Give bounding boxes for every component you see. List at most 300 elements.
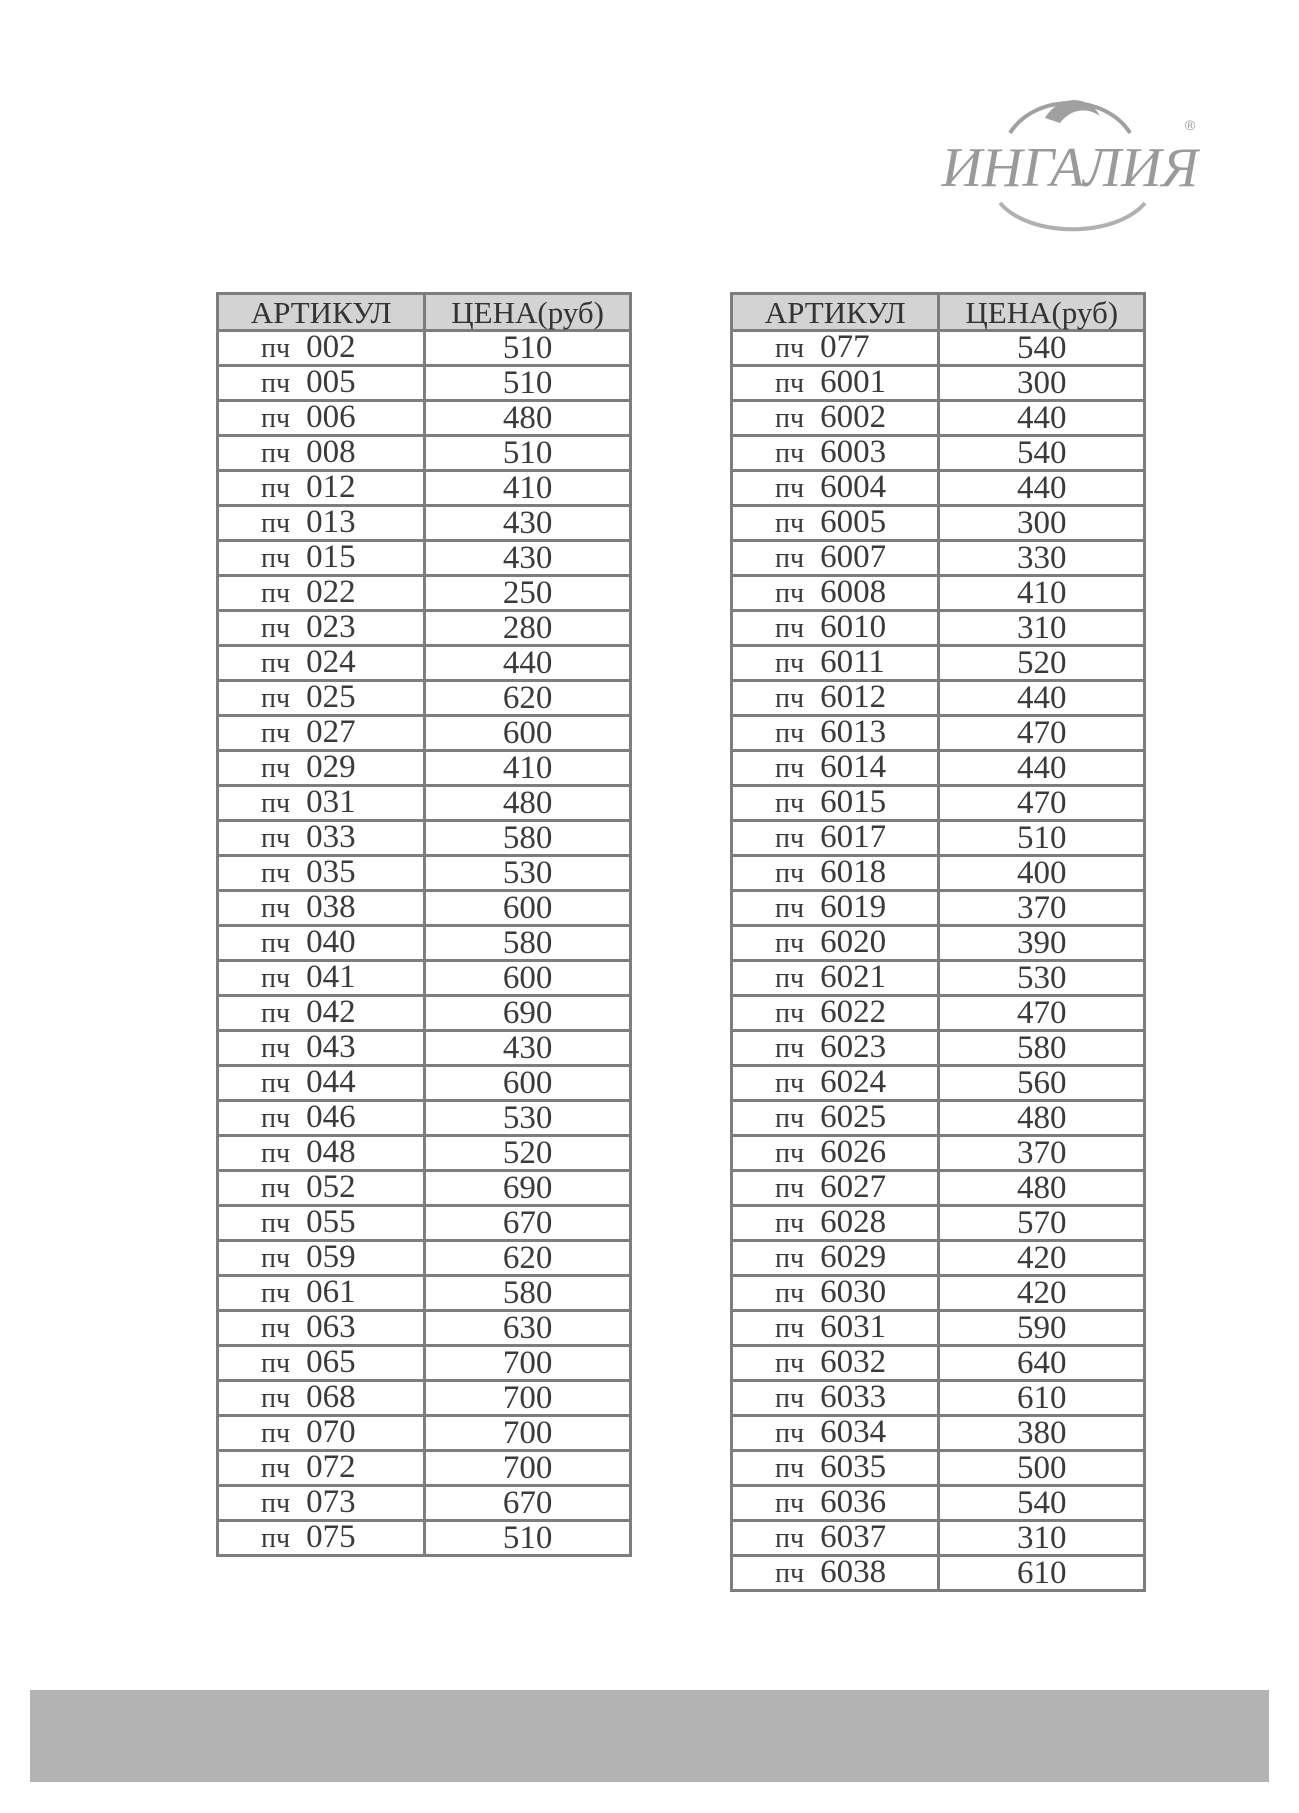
article-code: 061 [306, 1274, 356, 1310]
article-code: 6021 [820, 959, 887, 995]
price-cell: 440 [939, 681, 1145, 716]
article-code: 6028 [820, 1204, 887, 1240]
article-cell [218, 1136, 425, 1171]
article-cell [732, 1556, 939, 1591]
table-row [218, 1486, 631, 1521]
table-row [218, 471, 631, 506]
table-header-row [218, 294, 631, 331]
article-code: 038 [306, 889, 356, 925]
article-cell [732, 471, 939, 506]
article-prefix: пч [261, 753, 291, 784]
table-row [732, 1486, 1145, 1521]
article-code: 6004 [820, 469, 887, 505]
table-row [732, 471, 1145, 506]
table-row [218, 1311, 631, 1346]
article-code: 6027 [820, 1169, 887, 1205]
article-prefix: пч [261, 403, 291, 434]
article-code: 6038 [820, 1554, 887, 1590]
table-row [732, 786, 1145, 821]
table-row [732, 436, 1145, 471]
article-cell [732, 1451, 939, 1486]
table-row [732, 1241, 1145, 1276]
article-prefix: пч [261, 963, 291, 994]
price-cell: 600 [425, 1066, 631, 1101]
price-cell: 330 [939, 541, 1145, 576]
table-row [732, 961, 1145, 996]
table-row [218, 1066, 631, 1101]
article-prefix: пч [775, 333, 805, 364]
price-cell: 700 [425, 1381, 631, 1416]
article-code: 6001 [820, 364, 887, 400]
article-code: 6035 [820, 1449, 887, 1485]
article-prefix: пч [261, 1068, 291, 1099]
article-cell [732, 1136, 939, 1171]
header-article: АРТИКУЛ [218, 294, 425, 331]
article-code: 046 [306, 1099, 356, 1135]
article-cell [732, 1416, 939, 1451]
price-cell: 620 [425, 1241, 631, 1276]
article-code: 6037 [820, 1519, 887, 1555]
article-prefix: пч [775, 473, 805, 504]
article-code: 6015 [820, 784, 887, 820]
article-prefix: пч [261, 718, 291, 749]
table-row [218, 401, 631, 436]
article-code: 042 [306, 994, 356, 1030]
article-prefix: пч [775, 893, 805, 924]
price-cell: 600 [425, 716, 631, 751]
article-cell [218, 926, 425, 961]
article-cell [732, 646, 939, 681]
table-row [218, 1346, 631, 1381]
price-cell: 480 [939, 1101, 1145, 1136]
table-row [732, 996, 1145, 1031]
brand-logo-graphic [940, 88, 1200, 238]
article-cell [218, 1346, 425, 1381]
article-code: 6018 [820, 854, 887, 890]
article-cell [218, 366, 425, 401]
article-prefix: пч [261, 1453, 291, 1484]
table-row [218, 366, 631, 401]
article-cell [218, 1276, 425, 1311]
price-cell: 540 [939, 331, 1145, 366]
brand-logo-text: ИНГАЛИЯ [941, 137, 1199, 199]
article-code: 022 [306, 574, 356, 610]
price-cell: 600 [425, 891, 631, 926]
table-row [218, 1031, 631, 1066]
article-prefix: пч [261, 613, 291, 644]
article-code: 075 [306, 1519, 356, 1555]
table-row [732, 331, 1145, 366]
price-cell: 520 [425, 1136, 631, 1171]
article-cell [732, 856, 939, 891]
article-code: 023 [306, 609, 356, 645]
article-prefix: пч [261, 1278, 291, 1309]
article-cell [218, 996, 425, 1031]
article-code: 055 [306, 1204, 356, 1240]
article-prefix: пч [775, 1523, 805, 1554]
article-code: 048 [306, 1134, 356, 1170]
table-row [732, 1556, 1145, 1591]
article-code: 025 [306, 679, 356, 715]
article-cell [218, 856, 425, 891]
price-cell: 430 [425, 1031, 631, 1066]
price-cell: 540 [939, 1486, 1145, 1521]
article-cell [218, 751, 425, 786]
table-row [732, 1451, 1145, 1486]
article-code: 6007 [820, 539, 887, 575]
article-cell [218, 821, 425, 856]
price-cell: 430 [425, 541, 631, 576]
article-prefix: пч [261, 1488, 291, 1519]
header-article: АРТИКУЛ [732, 294, 939, 331]
article-prefix: пч [775, 1208, 805, 1239]
article-cell [732, 681, 939, 716]
price-cell: 470 [939, 996, 1145, 1031]
article-cell [218, 1311, 425, 1346]
article-prefix: пч [261, 1313, 291, 1344]
table-row [218, 1241, 631, 1276]
price-cell: 700 [425, 1451, 631, 1486]
table-row [732, 681, 1145, 716]
price-cell: 440 [939, 401, 1145, 436]
article-cell [732, 611, 939, 646]
article-prefix: пч [775, 1453, 805, 1484]
table-body [218, 331, 631, 1556]
article-prefix: пч [261, 858, 291, 889]
article-code: 6003 [820, 434, 887, 470]
article-cell [732, 786, 939, 821]
article-code: 6005 [820, 504, 887, 540]
article-cell [732, 751, 939, 786]
article-prefix: пч [775, 1173, 805, 1204]
table-row [732, 611, 1145, 646]
price-cell: 580 [425, 1276, 631, 1311]
article-code: 043 [306, 1029, 356, 1065]
article-cell [218, 1066, 425, 1101]
article-code: 013 [306, 504, 356, 540]
price-cell: 590 [939, 1311, 1145, 1346]
brand-logo [940, 88, 1200, 238]
article-cell [218, 541, 425, 576]
price-cell: 560 [939, 1066, 1145, 1101]
price-cell: 500 [939, 1451, 1145, 1486]
article-prefix: пч [775, 788, 805, 819]
article-cell [218, 471, 425, 506]
article-cell [218, 1451, 425, 1486]
price-cell: 440 [939, 471, 1145, 506]
header-price: ЦЕНА(руб) [425, 294, 631, 331]
footer-bar [30, 1690, 1269, 1782]
article-code: 065 [306, 1344, 356, 1380]
table-row [218, 541, 631, 576]
price-cell: 640 [939, 1346, 1145, 1381]
article-prefix: пч [261, 1418, 291, 1449]
article-cell [218, 646, 425, 681]
article-code: 035 [306, 854, 356, 890]
article-prefix: пч [261, 438, 291, 469]
article-code: 015 [306, 539, 356, 575]
article-prefix: пч [261, 683, 291, 714]
table-row [732, 1311, 1145, 1346]
table-row [218, 1136, 631, 1171]
article-prefix: пч [775, 1383, 805, 1414]
article-prefix: пч [775, 1033, 805, 1064]
table-row [732, 1031, 1145, 1066]
article-code: 005 [306, 364, 356, 400]
article-prefix: пч [775, 368, 805, 399]
article-code: 6031 [820, 1309, 887, 1345]
table-row [218, 1101, 631, 1136]
article-code: 073 [306, 1484, 356, 1520]
table-row [218, 611, 631, 646]
article-code: 6008 [820, 574, 887, 610]
table-row [218, 1521, 631, 1556]
article-cell [732, 821, 939, 856]
price-cell: 510 [425, 436, 631, 471]
article-cell [732, 1066, 939, 1101]
article-cell [218, 1206, 425, 1241]
article-prefix: пч [261, 823, 291, 854]
article-prefix: пч [261, 368, 291, 399]
article-cell [732, 1346, 939, 1381]
article-code: 6010 [820, 609, 887, 645]
table-row [732, 1521, 1145, 1556]
article-code: 6024 [820, 1064, 887, 1100]
article-code: 6012 [820, 679, 887, 715]
table-row [218, 891, 631, 926]
article-prefix: пч [261, 333, 291, 364]
article-cell [732, 1311, 939, 1346]
article-cell [218, 1521, 425, 1556]
price-cell: 440 [425, 646, 631, 681]
article-prefix: пч [261, 1173, 291, 1204]
article-cell [732, 961, 939, 996]
price-cell: 620 [425, 681, 631, 716]
table-row [732, 646, 1145, 681]
price-cell: 580 [425, 821, 631, 856]
article-code: 068 [306, 1379, 356, 1415]
price-table-left [216, 292, 632, 1557]
article-prefix: пч [261, 928, 291, 959]
table-body [732, 331, 1145, 1591]
article-cell [732, 1101, 939, 1136]
article-code: 6032 [820, 1344, 887, 1380]
article-prefix: пч [775, 928, 805, 959]
article-prefix: пч [775, 438, 805, 469]
table-row [218, 1381, 631, 1416]
article-prefix: пч [775, 1558, 805, 1589]
article-prefix: пч [775, 543, 805, 574]
table-row [218, 646, 631, 681]
table-row [218, 506, 631, 541]
table-row [732, 1206, 1145, 1241]
price-cell: 420 [939, 1276, 1145, 1311]
article-code: 6029 [820, 1239, 887, 1275]
table-row [732, 716, 1145, 751]
article-prefix: пч [261, 788, 291, 819]
price-cell: 510 [939, 821, 1145, 856]
article-prefix: пч [775, 858, 805, 889]
table-row [218, 821, 631, 856]
article-cell [732, 926, 939, 961]
article-cell [218, 961, 425, 996]
table-row [218, 1276, 631, 1311]
price-cell: 510 [425, 331, 631, 366]
price-cell: 400 [939, 856, 1145, 891]
article-prefix: пч [775, 508, 805, 539]
table-row [218, 1451, 631, 1486]
price-cell: 410 [425, 751, 631, 786]
price-cell: 700 [425, 1416, 631, 1451]
price-cell: 610 [939, 1381, 1145, 1416]
article-prefix: пч [261, 473, 291, 504]
article-code: 033 [306, 819, 356, 855]
article-code: 008 [306, 434, 356, 470]
article-cell [218, 716, 425, 751]
price-cell: 530 [425, 856, 631, 891]
price-cell: 580 [425, 926, 631, 961]
article-cell [218, 681, 425, 716]
article-cell [732, 541, 939, 576]
table-row [732, 506, 1145, 541]
article-prefix: пч [261, 1103, 291, 1134]
table-row [732, 856, 1145, 891]
article-prefix: пч [261, 1138, 291, 1169]
table-row [218, 576, 631, 611]
article-prefix: пч [775, 823, 805, 854]
article-cell [732, 891, 939, 926]
article-cell [732, 366, 939, 401]
article-prefix: пч [775, 613, 805, 644]
table-row [732, 1381, 1145, 1416]
article-code: 012 [306, 469, 356, 505]
price-cell: 670 [425, 1486, 631, 1521]
price-cell: 310 [939, 611, 1145, 646]
article-code: 6033 [820, 1379, 887, 1415]
table-row [218, 786, 631, 821]
article-code: 072 [306, 1449, 356, 1485]
price-cell: 480 [425, 401, 631, 436]
article-cell [218, 611, 425, 646]
price-cell: 690 [425, 1171, 631, 1206]
article-cell [218, 1101, 425, 1136]
article-code: 6019 [820, 889, 887, 925]
article-code: 059 [306, 1239, 356, 1275]
table-row [218, 996, 631, 1031]
article-cell [732, 436, 939, 471]
table-row [218, 331, 631, 366]
article-code: 031 [306, 784, 356, 820]
price-cell: 390 [939, 926, 1145, 961]
price-cell: 580 [939, 1031, 1145, 1066]
price-cell: 530 [425, 1101, 631, 1136]
price-cell: 380 [939, 1416, 1145, 1451]
article-cell [218, 1171, 425, 1206]
article-cell [218, 786, 425, 821]
table-row [732, 576, 1145, 611]
article-cell [218, 436, 425, 471]
article-cell [218, 401, 425, 436]
article-code: 027 [306, 714, 356, 750]
article-prefix: пч [261, 648, 291, 679]
article-cell [218, 1416, 425, 1451]
price-cell: 420 [939, 1241, 1145, 1276]
article-prefix: пч [261, 543, 291, 574]
article-prefix: пч [261, 1383, 291, 1414]
price-cell: 300 [939, 506, 1145, 541]
article-cell [732, 1276, 939, 1311]
article-prefix: пч [775, 683, 805, 714]
table-row [732, 1416, 1145, 1451]
table-row [218, 1206, 631, 1241]
table-row [218, 961, 631, 996]
table-row [218, 681, 631, 716]
price-cell: 480 [425, 786, 631, 821]
article-cell [732, 716, 939, 751]
article-cell [218, 1381, 425, 1416]
article-code: 6030 [820, 1274, 887, 1310]
article-cell [732, 1241, 939, 1276]
article-code: 044 [306, 1064, 356, 1100]
price-cell: 310 [939, 1521, 1145, 1556]
price-cell: 530 [939, 961, 1145, 996]
price-cell: 510 [425, 1521, 631, 1556]
article-cell [732, 996, 939, 1031]
article-prefix: пч [775, 1068, 805, 1099]
article-cell [218, 891, 425, 926]
article-prefix: пч [775, 1103, 805, 1134]
article-code: 6013 [820, 714, 887, 750]
article-cell [732, 1206, 939, 1241]
price-cell: 670 [425, 1206, 631, 1241]
article-code: 006 [306, 399, 356, 435]
price-cell: 480 [939, 1171, 1145, 1206]
article-prefix: пч [775, 1243, 805, 1274]
article-cell [732, 1031, 939, 1066]
article-prefix: пч [775, 1488, 805, 1519]
article-prefix: пч [261, 1243, 291, 1274]
table-row [732, 1101, 1145, 1136]
price-cell: 280 [425, 611, 631, 646]
article-cell [732, 1171, 939, 1206]
price-cell: 300 [939, 366, 1145, 401]
price-cell: 370 [939, 1136, 1145, 1171]
table-row [732, 1171, 1145, 1206]
price-cell: 440 [939, 751, 1145, 786]
article-prefix: пч [775, 1418, 805, 1449]
table-row [732, 891, 1145, 926]
article-cell [218, 1031, 425, 1066]
price-table-right [730, 292, 1146, 1592]
article-cell [218, 506, 425, 541]
header-price: ЦЕНА(руб) [939, 294, 1145, 331]
table-row [218, 436, 631, 471]
price-cell: 630 [425, 1311, 631, 1346]
article-cell [732, 576, 939, 611]
price-cell: 370 [939, 891, 1145, 926]
article-cell [218, 576, 425, 611]
article-code: 029 [306, 749, 356, 785]
price-cell: 410 [939, 576, 1145, 611]
table-row [732, 401, 1145, 436]
article-code: 6020 [820, 924, 887, 960]
article-code: 6036 [820, 1484, 887, 1520]
article-code: 6026 [820, 1134, 887, 1170]
article-prefix: пч [775, 963, 805, 994]
table-row [732, 1066, 1145, 1101]
article-prefix: пч [261, 998, 291, 1029]
article-code: 024 [306, 644, 356, 680]
